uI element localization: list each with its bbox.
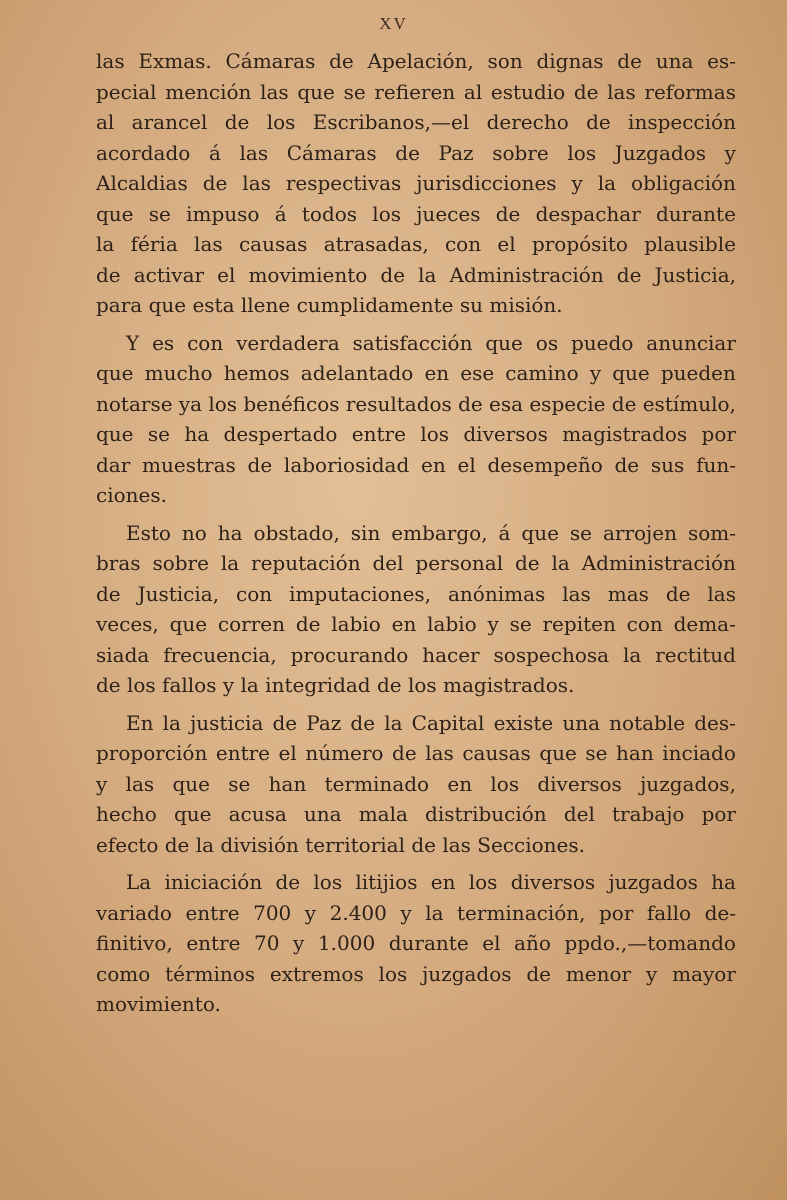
text-line: efecto de la división territorial de las Secciones. xyxy=(96,832,585,857)
text-line: proporción entre el número de las causas que se han inciado xyxy=(96,741,736,765)
text-line: las Exmas. Cámaras de Apelación, son dignas de una es- xyxy=(96,49,736,73)
text-line: notarse ya los benéficos resultados de esa especie de estímulo, xyxy=(96,391,736,416)
paragraph xyxy=(96,46,736,321)
text-line: que mucho hemos adelantado en ese camino y que pueden xyxy=(96,361,736,385)
text-line: de Justicia, con imputaciones, anónimas las mas de las xyxy=(96,581,736,606)
text-line: para que esta llene cumplidamente su misión. xyxy=(96,293,563,317)
text-line: hecho que acusa una mala distribución del trabajo por xyxy=(96,802,736,826)
page-body xyxy=(96,46,736,1020)
text-line: de los fallos y la integridad de los magistrados. xyxy=(96,673,575,697)
paragraph xyxy=(96,708,736,861)
text-line: que se ha despertado entre los diversos magistrados por xyxy=(96,422,736,446)
text-line: de activar el movimiento de la Administración de Justicia, xyxy=(96,262,736,287)
text-line: pecial mención las que se refieren al estudio de las reformas xyxy=(96,79,736,104)
text-line: veces, que corren de labio en labio y se repiten con dema- xyxy=(96,612,736,636)
paragraph xyxy=(96,328,736,511)
text-line: Alcaldias de las respectivas jurisdicciones y la obligación xyxy=(96,171,736,195)
text-line: al arancel de los Escribanos,—el derecho de inspección xyxy=(96,110,736,134)
text-line: como términos extremos los juzgados de menor y mayor xyxy=(96,961,736,986)
paragraph xyxy=(96,518,736,701)
text-line: En la justicia de Paz de la Capital existe una notable des- xyxy=(126,710,736,735)
page-number: XV xyxy=(379,14,408,33)
paragraph xyxy=(96,867,736,1020)
text-line: la féria las causas atrasadas, con el propósito plausible xyxy=(96,232,736,256)
text-line: dar muestras de laboriosidad en el desempeño de sus fun- xyxy=(96,452,736,477)
text-line: La iniciación de los litijios en los diversos juzgados ha xyxy=(126,870,736,894)
text-line: bras sobre la reputación del personal de la Administración xyxy=(96,551,736,575)
text-line: Y es con verdadera satisfacción que os puedo anunciar xyxy=(126,330,736,355)
text-line: ciones. xyxy=(96,483,167,507)
text-line: siada frecuencia, procurando hacer sospechosa la rectitud xyxy=(96,642,736,667)
text-line: movimiento. xyxy=(96,992,221,1016)
text-line: que se impuso á todos los jueces de despachar durante xyxy=(96,201,736,226)
text-line: finitivo, entre 70 y 1.000 durante el año ppdo.,—tomando xyxy=(96,931,736,955)
text-line: variado entre 700 y 2.400 y la terminación, por fallo de- xyxy=(96,900,736,925)
text-line: acordado á las Cámaras de Paz sobre los Juzgados y xyxy=(96,140,736,165)
text-line: y las que se han terminado en los diversos juzgados, xyxy=(96,771,736,796)
text-line: Esto no ha obstado, sin embargo, á que se arrojen som- xyxy=(126,520,736,545)
